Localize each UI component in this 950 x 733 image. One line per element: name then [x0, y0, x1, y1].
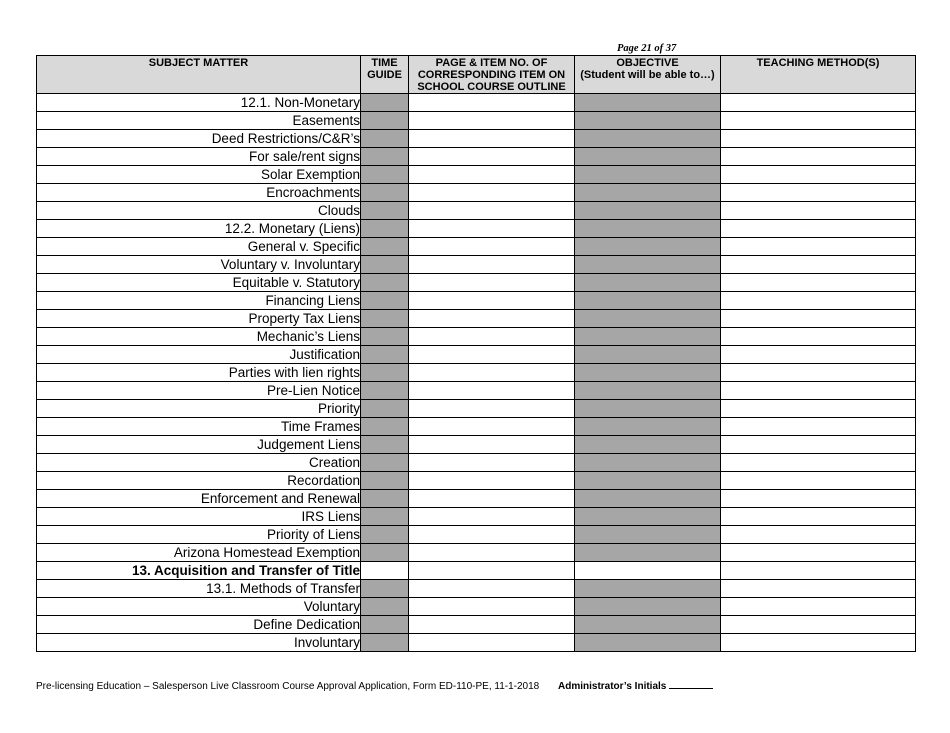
- subject-matter-cell: Define Dedication: [37, 616, 361, 634]
- table-row: [37, 508, 916, 526]
- teaching-method-cell[interactable]: [721, 130, 916, 148]
- objective-cell: [575, 400, 721, 418]
- objective-cell: [575, 292, 721, 310]
- objective-cell: [575, 94, 721, 112]
- objective-cell: [575, 490, 721, 508]
- page-item-cell[interactable]: [409, 130, 575, 148]
- teaching-method-cell[interactable]: [721, 292, 916, 310]
- time-guide-cell: [361, 310, 409, 328]
- time-guide-cell: [361, 454, 409, 472]
- subject-matter-cell: Mechanic’s Liens: [37, 328, 361, 346]
- table-row: [37, 382, 916, 400]
- time-guide-cell: [361, 292, 409, 310]
- footer-form-text: Pre-licensing Education – Salesperson Live Classroom Course Approval Application, Form ED-110-PE, 11-1-2018: [36, 681, 540, 692]
- objective-cell: [575, 418, 721, 436]
- time-guide-cell: [361, 634, 409, 652]
- objective-cell: [575, 238, 721, 256]
- subject-matter-cell: Involuntary: [37, 634, 361, 652]
- page-footer: [36, 679, 713, 692]
- time-guide-cell: [361, 328, 409, 346]
- objective-cell: [575, 166, 721, 184]
- page-item-cell[interactable]: [409, 256, 575, 274]
- objective-cell: [575, 364, 721, 382]
- course-outline-table: [36, 55, 916, 652]
- page-item-cell[interactable]: [409, 202, 575, 220]
- time-guide-cell: [361, 436, 409, 454]
- teaching-method-cell[interactable]: [721, 400, 916, 418]
- teaching-method-cell[interactable]: [721, 94, 916, 112]
- subject-matter-cell: Time Frames: [37, 418, 361, 436]
- page-item-cell[interactable]: [409, 562, 575, 580]
- time-guide-cell: [361, 94, 409, 112]
- page-item-cell[interactable]: [409, 184, 575, 202]
- footer-admin-initials-label: Administrator’s Initials: [558, 681, 667, 692]
- time-guide-cell[interactable]: [361, 562, 409, 580]
- teaching-method-cell[interactable]: [721, 112, 916, 130]
- teaching-method-cell[interactable]: [721, 256, 916, 274]
- teaching-method-cell[interactable]: [721, 544, 916, 562]
- time-guide-cell: [361, 382, 409, 400]
- teaching-method-cell[interactable]: [721, 562, 916, 580]
- objective-cell: [575, 616, 721, 634]
- teaching-method-cell[interactable]: [721, 490, 916, 508]
- time-guide-cell: [361, 166, 409, 184]
- header-time-line2: GUIDE: [367, 69, 402, 81]
- time-guide-cell: [361, 256, 409, 274]
- objective-cell: [575, 256, 721, 274]
- page-item-cell[interactable]: [409, 544, 575, 562]
- header-time-guide: [361, 56, 409, 94]
- objective-cell: [575, 544, 721, 562]
- teaching-method-cell[interactable]: [721, 382, 916, 400]
- time-guide-cell: [361, 544, 409, 562]
- subject-matter-cell: Enforcement and Renewal: [37, 490, 361, 508]
- table-row: [37, 634, 916, 652]
- table-row: [37, 346, 916, 364]
- table-row: [37, 544, 916, 562]
- time-guide-cell: [361, 184, 409, 202]
- teaching-method-cell[interactable]: [721, 202, 916, 220]
- time-guide-cell: [361, 490, 409, 508]
- page-item-cell[interactable]: [409, 400, 575, 418]
- table-row: [37, 400, 916, 418]
- table-row: [37, 616, 916, 634]
- page-item-cell[interactable]: [409, 274, 575, 292]
- page-item-cell[interactable]: [409, 490, 575, 508]
- page-item-cell[interactable]: [409, 292, 575, 310]
- teaching-method-cell[interactable]: [721, 274, 916, 292]
- subject-matter-cell: Priority: [37, 400, 361, 418]
- header-objective: [575, 56, 721, 94]
- header-page-item: [409, 56, 575, 94]
- subject-matter-cell: IRS Liens: [37, 508, 361, 526]
- page-item-cell[interactable]: [409, 382, 575, 400]
- page-item-cell[interactable]: [409, 580, 575, 598]
- time-guide-cell: [361, 364, 409, 382]
- teaching-method-cell[interactable]: [721, 328, 916, 346]
- table-row: [37, 202, 916, 220]
- objective-cell: [575, 508, 721, 526]
- time-guide-cell: [361, 418, 409, 436]
- objective-cell: [575, 202, 721, 220]
- objective-cell: [575, 598, 721, 616]
- header-objective-line2: (Student will be able to…): [580, 69, 715, 81]
- table-row: [37, 580, 916, 598]
- page-item-cell[interactable]: [409, 346, 575, 364]
- teaching-method-cell[interactable]: [721, 220, 916, 238]
- objective-cell: [575, 346, 721, 364]
- table-row: [37, 310, 916, 328]
- table-row: [37, 112, 916, 130]
- time-guide-cell: [361, 220, 409, 238]
- table-row: [37, 148, 916, 166]
- header-teaching-methods: TEACHING METHOD(S): [721, 56, 916, 94]
- subject-matter-cell: General v. Specific: [37, 238, 361, 256]
- subject-matter-cell: Parties with lien rights: [37, 364, 361, 382]
- time-guide-cell: [361, 400, 409, 418]
- subject-matter-cell: Justification: [37, 346, 361, 364]
- page-item-cell[interactable]: [409, 616, 575, 634]
- page-item-cell[interactable]: [409, 166, 575, 184]
- page-item-cell[interactable]: [409, 364, 575, 382]
- subject-matter-cell: Recordation: [37, 472, 361, 490]
- objective-cell: [575, 220, 721, 238]
- teaching-method-cell[interactable]: [721, 454, 916, 472]
- subject-matter-cell: Encroachments: [37, 184, 361, 202]
- table-row: [37, 472, 916, 490]
- page-item-cell[interactable]: [409, 454, 575, 472]
- objective-cell: [575, 274, 721, 292]
- page-item-cell[interactable]: [409, 526, 575, 544]
- subject-matter-cell: Judgement Liens: [37, 436, 361, 454]
- subject-matter-cell: Arizona Homestead Exemption: [37, 544, 361, 562]
- table-row: [37, 166, 916, 184]
- table-row: [37, 598, 916, 616]
- subject-matter-cell: Creation: [37, 454, 361, 472]
- objective-cell: [575, 580, 721, 598]
- page-item-cell[interactable]: [409, 508, 575, 526]
- objective-cell: [575, 148, 721, 166]
- table-row: [37, 328, 916, 346]
- table-row: [37, 130, 916, 148]
- teaching-method-cell[interactable]: [721, 616, 916, 634]
- teaching-method-cell[interactable]: [721, 148, 916, 166]
- objective-cell[interactable]: [575, 562, 721, 580]
- page-item-cell[interactable]: [409, 436, 575, 454]
- table-row: [37, 220, 916, 238]
- header-page-line3: SCHOOL COURSE OUTLINE: [417, 81, 566, 93]
- teaching-method-cell[interactable]: [721, 598, 916, 616]
- objective-cell: [575, 634, 721, 652]
- page-item-cell[interactable]: [409, 328, 575, 346]
- time-guide-cell: [361, 526, 409, 544]
- subject-matter-cell: Easements: [37, 112, 361, 130]
- header-page-line2: CORRESPONDING ITEM ON: [417, 69, 566, 81]
- subject-matter-cell: Priority of Liens: [37, 526, 361, 544]
- header-row: [37, 56, 916, 94]
- time-guide-cell: [361, 148, 409, 166]
- table-row: [37, 418, 916, 436]
- header-objective-line1: OBJECTIVE: [616, 57, 679, 69]
- time-guide-cell: [361, 472, 409, 490]
- admin-initials-field[interactable]: [669, 679, 713, 689]
- time-guide-cell: [361, 202, 409, 220]
- page-item-cell[interactable]: [409, 418, 575, 436]
- objective-cell: [575, 184, 721, 202]
- table-row: [37, 490, 916, 508]
- time-guide-cell: [361, 580, 409, 598]
- subject-matter-cell: Solar Exemption: [37, 166, 361, 184]
- teaching-method-cell[interactable]: [721, 346, 916, 364]
- table-row: [37, 364, 916, 382]
- subject-matter-cell: 12.1. Non-Monetary: [37, 94, 361, 112]
- table-row: [37, 436, 916, 454]
- table-row: [37, 256, 916, 274]
- subject-matter-cell: 13.1. Methods of Transfer: [37, 580, 361, 598]
- page-item-cell[interactable]: [409, 634, 575, 652]
- subject-matter-cell: 12.2. Monetary (Liens): [37, 220, 361, 238]
- subject-matter-cell: Property Tax Liens: [37, 310, 361, 328]
- table-row: [37, 454, 916, 472]
- teaching-method-cell[interactable]: [721, 472, 916, 490]
- objective-cell: [575, 472, 721, 490]
- teaching-method-cell[interactable]: [721, 184, 916, 202]
- time-guide-cell: [361, 112, 409, 130]
- teaching-method-cell[interactable]: [721, 508, 916, 526]
- subject-matter-cell: Financing Liens: [37, 292, 361, 310]
- table-row: [37, 184, 916, 202]
- page-item-cell[interactable]: [409, 310, 575, 328]
- page-item-cell[interactable]: [409, 472, 575, 490]
- page-item-cell[interactable]: [409, 94, 575, 112]
- time-guide-cell: [361, 616, 409, 634]
- table-row: [37, 526, 916, 544]
- page-item-cell[interactable]: [409, 238, 575, 256]
- teaching-method-cell[interactable]: [721, 418, 916, 436]
- subject-matter-cell: 13. Acquisition and Transfer of Title: [37, 562, 361, 580]
- teaching-method-cell[interactable]: [721, 238, 916, 256]
- teaching-method-cell[interactable]: [721, 364, 916, 382]
- subject-matter-cell: Clouds: [37, 202, 361, 220]
- table-row: [37, 94, 916, 112]
- time-guide-cell: [361, 130, 409, 148]
- subject-matter-cell: Deed Restrictions/C&R’s: [37, 130, 361, 148]
- teaching-method-cell[interactable]: [721, 166, 916, 184]
- objective-cell: [575, 526, 721, 544]
- time-guide-cell: [361, 598, 409, 616]
- page-item-cell[interactable]: [409, 598, 575, 616]
- page-number: Page 21 of 37: [617, 43, 677, 54]
- header-page-line1: PAGE & ITEM NO. OF: [435, 57, 548, 69]
- page-item-cell[interactable]: [409, 148, 575, 166]
- objective-cell: [575, 454, 721, 472]
- subject-matter-cell: For sale/rent signs: [37, 148, 361, 166]
- subject-matter-cell: Voluntary v. Involuntary: [37, 256, 361, 274]
- subject-matter-cell: Equitable v. Statutory: [37, 274, 361, 292]
- objective-cell: [575, 310, 721, 328]
- objective-cell: [575, 112, 721, 130]
- header-time-line1: TIME: [371, 57, 398, 69]
- teaching-method-cell[interactable]: [721, 436, 916, 454]
- teaching-method-cell[interactable]: [721, 634, 916, 652]
- table-row: [37, 562, 916, 580]
- time-guide-cell: [361, 238, 409, 256]
- objective-cell: [575, 382, 721, 400]
- time-guide-cell: [361, 274, 409, 292]
- page-item-cell[interactable]: [409, 112, 575, 130]
- time-guide-cell: [361, 508, 409, 526]
- teaching-method-cell[interactable]: [721, 580, 916, 598]
- teaching-method-cell[interactable]: [721, 526, 916, 544]
- time-guide-cell: [361, 346, 409, 364]
- table-row: [37, 274, 916, 292]
- teaching-method-cell[interactable]: [721, 310, 916, 328]
- page-item-cell[interactable]: [409, 220, 575, 238]
- objective-cell: [575, 130, 721, 148]
- subject-matter-cell: Pre-Lien Notice: [37, 382, 361, 400]
- objective-cell: [575, 436, 721, 454]
- table-row: [37, 238, 916, 256]
- objective-cell: [575, 328, 721, 346]
- subject-matter-cell: Voluntary: [37, 598, 361, 616]
- header-subject-matter: SUBJECT MATTER: [37, 56, 361, 94]
- table-row: [37, 292, 916, 310]
